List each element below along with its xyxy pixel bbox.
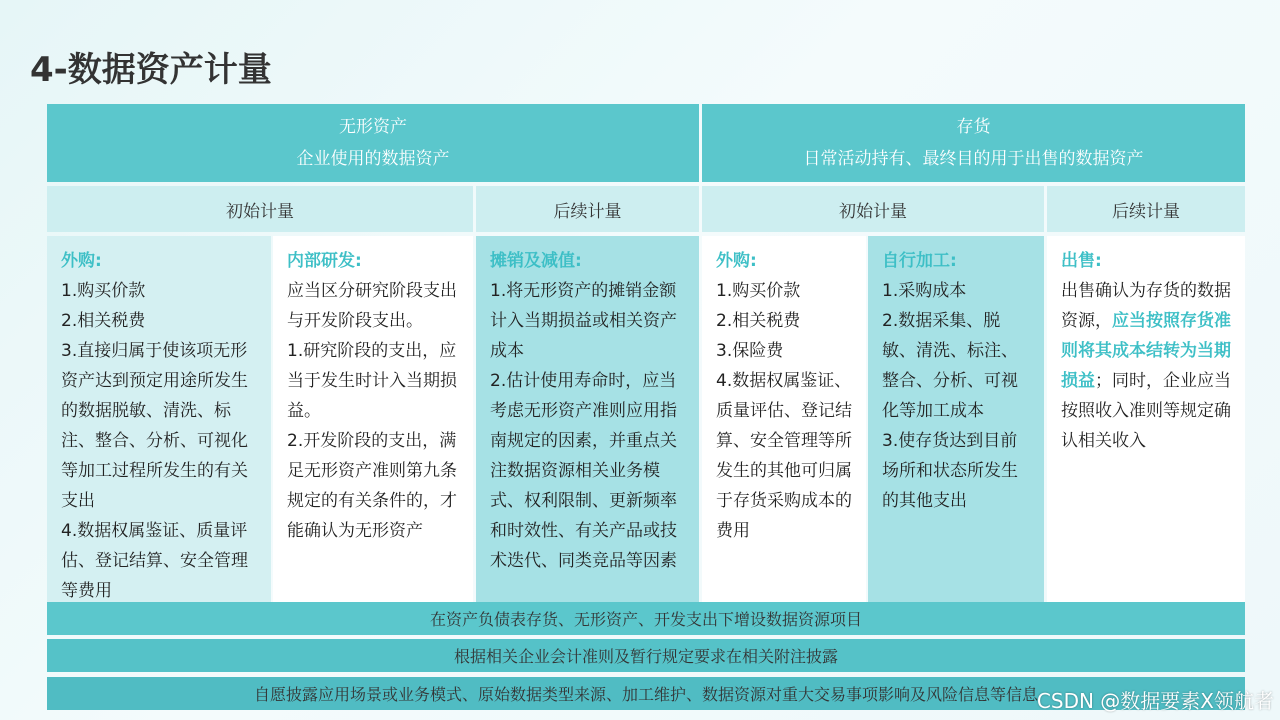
disclosure-band-notes: 根据相关企业会计准则及暂行规定要求在相关附注披露 [47,639,1245,672]
column-line: 1.将无形资产的摊销金额计入当期损益或相关资产成本 [490,281,677,361]
column-intangible-purchase [47,236,271,604]
column-line: 3.使存货达到目前场所和状态所发生的其他支出 [882,431,1018,511]
watermark: CSDN @数据要素X领航者 [1036,689,1274,713]
column-line: 4.数据权属鉴证、质量评估、登记结算、安全管理等费用 [61,521,248,601]
column-head: 外购: [716,251,757,271]
subheader-intangible-initial: 初始计量 [47,186,473,232]
subheader-inventory-initial: 初始计量 [702,186,1044,232]
page-title: 4-数据资产计量 [30,50,272,90]
disclosure-band-voluntary: 自愿披露应用场景或业务模式、原始数据类型来源、加工维护、数据资源对重大交易事项影响及风险信息等信息 [47,677,1245,710]
column-line: 3.保险费 [716,341,784,361]
column-line: 2.数据采集、脱敏、清洗、标注、整合、分析、可视化等加工成本 [882,311,1018,421]
column-head: 内部研发: [287,251,362,271]
column-intangible-amortization [476,236,699,604]
column-line: 2.开发阶段的支出，满足无形资产准则第九条规定的有关条件的，才能确认为无形资产 [287,431,457,541]
column-head: 摊销及减值: [490,251,582,271]
column-line: 1.采购成本 [882,281,967,301]
category-intangible-name: 无形资产 [339,117,407,137]
subheader-inventory-subsequent: 后续计量 [1047,186,1245,232]
category-inventory-name: 存货 [956,117,991,137]
column-head: 自行加工: [882,251,957,271]
column-line: 3.直接归属于使该项无形资产达到预定用途所发生的数据脱敏、清洗、标注、整合、分析、可视化等加工过程所发生的有关支出 [61,341,248,511]
disclosure-band-balance-sheet: 在资产负债表存货、无形资产、开发支出下增设数据资源项目 [47,602,1245,635]
subheader-intangible-subsequent: 后续计量 [476,186,699,232]
category-inventory-header [702,104,1245,182]
column-head: 外购: [61,251,102,271]
category-intangible-desc: 企业使用的数据资产 [296,149,450,169]
column-head: 出售: [1061,251,1102,271]
sale-text-after: ；同时，企业应当按照收入准则等规定确认相关收入 [1061,371,1231,451]
column-line: 1.购买价款 [61,281,146,301]
column-inventory-sale [1047,236,1245,604]
column-line: 1.研究阶段的支出，应当于发生时计入当期损益。 [287,341,457,421]
column-line: 2.估计使用寿命时，应当考虑无形资产准则应用指南规定的因素，并重点关注数据资源相关业务模式、权利限制、更新频率和时效性、有关产品或技术迭代、同类竞品等因素 [490,371,677,571]
column-inventory-processing [868,236,1044,604]
sale-text-before: 出售确认为存货的数据资源， [1061,281,1231,331]
sale-paragraph [1061,276,1233,456]
column-line: 1.购买价款 [716,281,801,301]
column-inventory-purchase [702,236,866,604]
column-line: 4.数据权属鉴证、质量评估、登记结算、安全管理等所发生的其他可归属于存货采购成本的费用 [716,371,852,541]
sale-highlight: 应当按照存货准则将其成本结转为当期损益 [1061,311,1231,391]
category-inventory-desc: 日常活动持有、最终目的用于出售的数据资产 [803,149,1144,169]
column-intangible-rnd [273,236,473,604]
column-line: 2.相关税费 [716,311,801,331]
column-line: 2.相关税费 [61,311,146,331]
column-line: 应当区分研究阶段支出与开发阶段支出。 [287,281,457,331]
category-intangible-header [47,104,699,182]
